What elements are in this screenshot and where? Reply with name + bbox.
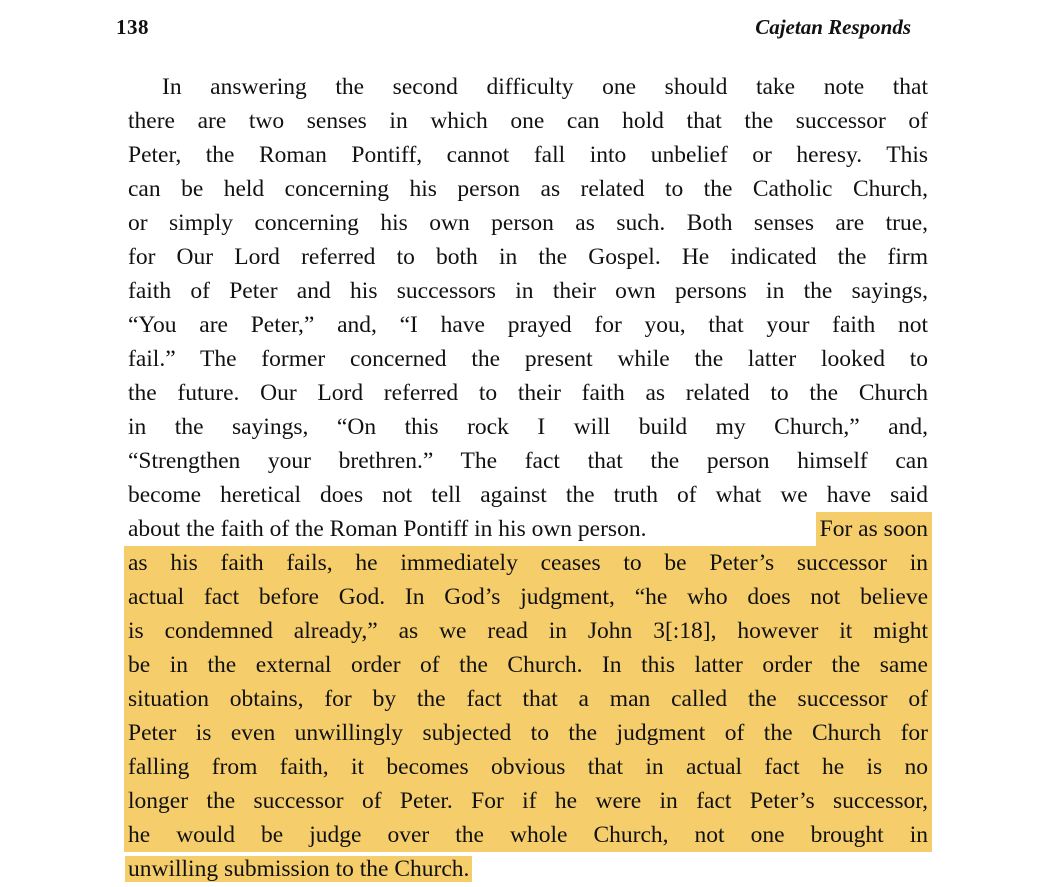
text-line: “You are Peter,” and, “I have prayed for you, that your faith not: [128, 312, 928, 338]
highlighted-line: is condemned already,” as we read in John 3[:18], however it might: [124, 614, 932, 648]
highlighted-line: be in the external order of the Church. In this latter order the same: [124, 648, 932, 682]
highlighted-line: falling from faith, it becomes obvious that in actual fact he is no: [124, 750, 932, 784]
text-line: in the sayings, “On this rock I will build my Church,” and,: [128, 414, 928, 440]
highlighted-line: Peter is even unwillingly subjected to the judgment of the Church for: [124, 716, 932, 750]
text-line: become heretical does not tell against the truth of what we have said: [128, 482, 928, 508]
highlighted-line: longer the successor of Peter. For if he were in fact Peter’s successor,: [124, 784, 932, 818]
text-line: fail.” The former concerned the present while the latter looked to: [128, 346, 928, 372]
text-line-highlight-start: [128, 512, 928, 546]
text-line: Peter, the Roman Pontiff, cannot fall into unbelief or heresy. This: [128, 142, 928, 168]
text-line: can be held concerning his person as related to the Catholic Church,: [128, 176, 928, 202]
text-line: In answering the second difficulty one should take note that: [162, 74, 928, 100]
text-line: “Strengthen your brethren.” The fact that the person himself can: [128, 448, 928, 474]
page-number: 138: [116, 15, 149, 39]
highlighted-segment: For as soon: [816, 512, 932, 546]
highlighted-line: as his faith fails, he immediately ceases to be Peter’s successor in: [124, 546, 932, 580]
highlighted-line: actual fact before God. In God’s judgment, “he who does not believe: [124, 580, 932, 614]
paragraph: [128, 70, 928, 886]
text-line: the future. Our Lord referred to their faith as related to the Church: [128, 380, 928, 406]
text-segment: about the faith of the Roman Pontiff in his own person.: [128, 516, 647, 542]
highlighted-line: he would be judge over the whole Church, not one brought in: [124, 818, 932, 852]
text-line: for Our Lord referred to both in the Gospel. He indicated the firm: [128, 244, 928, 270]
text-line: or simply concerning his own person as such. Both senses are true,: [128, 210, 928, 236]
text-line-last: [128, 852, 928, 886]
running-head: Cajetan Responds: [755, 15, 911, 39]
highlighted-line: situation obtains, for by the fact that a man called the successor of: [124, 682, 932, 716]
text-line: faith of Peter and his successors in their own persons in the sayings,: [128, 278, 928, 304]
highlighted-segment: unwilling submission to the Church.: [125, 856, 472, 882]
text-line: there are two senses in which one can hold that the successor of: [128, 108, 928, 134]
